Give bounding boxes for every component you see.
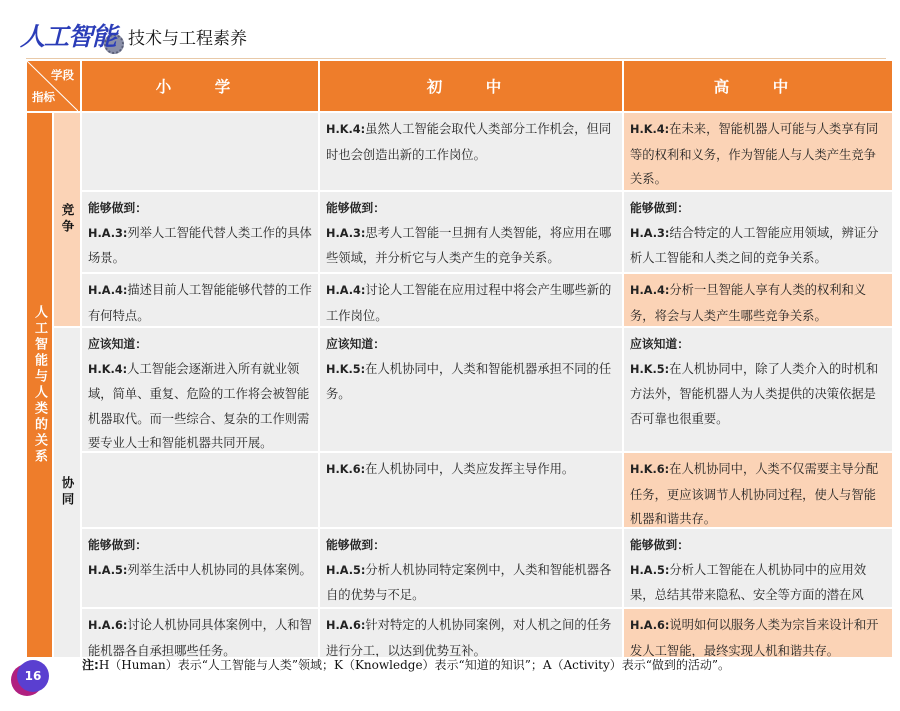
cell-r3-middle: H.A.4:讨论人工智能在应用过程中将会产生哪些新的工作岗位。 [320, 274, 622, 326]
cell-r1-primary [82, 113, 318, 190]
cell-r7-primary: H.A.6:讨论人机协同具体案例中，人和智能机器各自承担哪些任务。 [82, 609, 318, 657]
book-subtitle: 技术与工程素养 [128, 29, 248, 49]
cell-r6-primary: 能够做到： H.A.5:列举生活中人机协同的具体案例。 [82, 529, 318, 607]
cell-r3-high: H.A.4:分析一旦智能人享有人类的权利和义务，将会与人类产生哪些竞争关系。 [624, 274, 892, 326]
cell-r4-middle: 应该知道： H.K.5:在人机协同中，人类和智能机器承担不同的任务。 [320, 328, 622, 451]
table-corner-header [27, 61, 80, 111]
logo [20, 22, 124, 52]
book-header [20, 14, 247, 52]
cell-r4-high: 应该知道： H.K.5:在人机协同中，除了人类介入的时机和方法外，智能机器人为人类提供的决策依据是否可靠也很重要。 [624, 328, 892, 451]
category-label: 人工智能与人类的关系 [27, 113, 52, 657]
subcategory-collaboration: 协同 [54, 328, 80, 657]
logo-text-2: 智能 [68, 22, 117, 51]
cell-r2-middle: 能够做到： H.A.3:思考人工智能一旦拥有人类智能，将应用在哪些领域，并分析它与人类产生的竞争关系。 [320, 192, 622, 272]
corner-label-indicator: 指标 [32, 90, 55, 104]
column-header-primary: 小 学 [82, 61, 318, 111]
cell-r3-primary: H.A.4:描述目前人工智能能够代替的工作有何特点。 [82, 274, 318, 326]
header-divider [26, 58, 886, 59]
subcategory-competition: 竞争 [54, 113, 80, 326]
cell-r5-high: H.K.6:在人机协同中，人类不仅需要主导分配任务，更应该调节人机协同过程，使人与智能机器和谐共存。 [624, 453, 892, 527]
cell-r6-middle: 能够做到： H.A.5:分析人机协同特定案例中，人类和智能机器各自的优势与不足。 [320, 529, 622, 607]
cell-r5-middle: H.K.6:在人机协同中，人类应发挥主导作用。 [320, 453, 622, 527]
column-header-middle: 初 中 [320, 61, 622, 111]
corner-label-stage: 学段 [51, 68, 74, 82]
cell-r7-middle: H.A.6:针对特定的人机协同案例，对人机之间的任务进行分工，以达到优势互补。 [320, 609, 622, 657]
cell-r1-high: H.K.4:在未来，智能机器人可能与人类享有同等的权利和义务，作为智能人与人类产生竞争关系。 [624, 113, 892, 190]
column-header-high: 高 中 [624, 61, 892, 111]
footnote-text: H（Human）表示“人工智能与人类”领域；K（Knowledge）表示“知道的知识”；A（Activity）表示“做到的活动”。 [98, 658, 731, 672]
cell-r6-high: 能够做到： H.A.5:分析人工智能在人机协同中的应用效果，总结其带来隐私、安全等方面的潜在风 [624, 529, 892, 607]
page-number-badge: 16 [17, 660, 49, 692]
footnote [82, 656, 730, 673]
cell-r1-middle: H.K.4:虽然人工智能会取代人类部分工作机会，但同时也会创造出新的工作岗位。 [320, 113, 622, 190]
cell-r2-high: 能够做到： H.A.3:结合特定的人工智能应用领域，辨证分析人工智能和人类之间的竞争关系。 [624, 192, 892, 272]
cell-r4-primary: 应该知道： H.K.4:人工智能会逐渐进入所有就业领域，简单、重复、危险的工作将会被智能机器取代。而一些综合、复杂的工作则需要专业人士和智能机器共同开展。 [82, 328, 318, 451]
cell-r2-primary: 能够做到： H.A.3:列举人工智能代替人类工作的具体场景。 [82, 192, 318, 272]
standards-table [27, 61, 886, 657]
footnote-label: 注: [82, 658, 99, 672]
cell-r7-high: H.A.6:说明如何以服务人类为宗旨来设计和开发人工智能，最终实现人机和谐共存。 [624, 609, 892, 657]
logo-text-1: 人工 [20, 22, 69, 51]
cell-r5-primary [82, 453, 318, 527]
